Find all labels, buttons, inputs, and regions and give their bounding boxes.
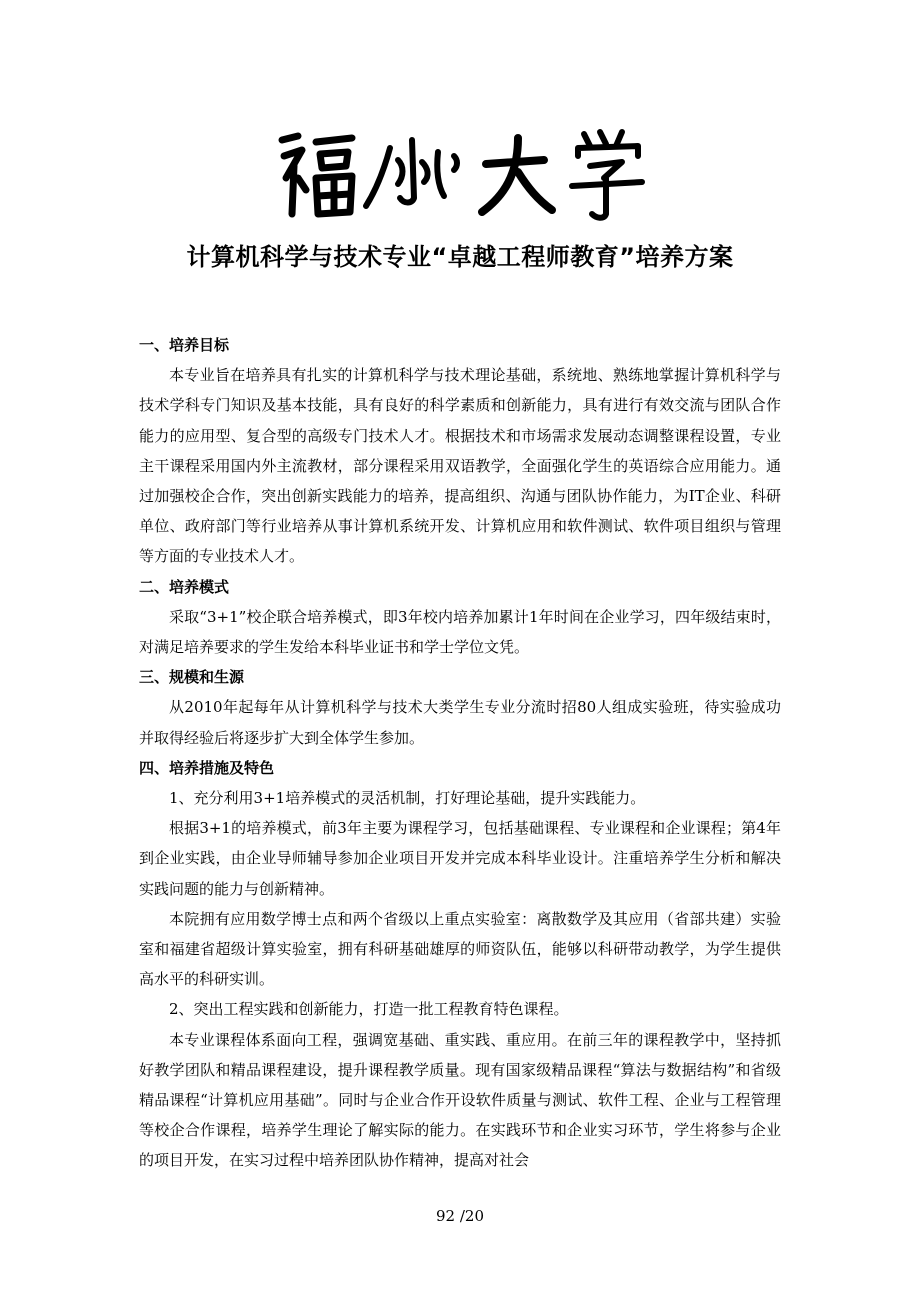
university-calligraphy-logo <box>272 126 650 222</box>
section-paragraph: 采取“3+1”校企联合培养模式，即3年校内培养加累计1年时间在企业学习，四年级结束时，对满足培养要求的学生发给本科毕业证书和学士学位文凭。 <box>139 607 781 657</box>
page-separator: / <box>459 1207 465 1225</box>
logo-glyph-zhou <box>366 140 457 206</box>
document-body <box>139 330 781 1176</box>
page-footer <box>0 1204 920 1228</box>
section-heading: 四、培养措施及特色 <box>139 758 275 777</box>
section-paragraph: 本院拥有应用数学博士点和两个省级以上重点实验室：离散数学及其应用（省部共建）实验室和福建省超级计算实验室，拥有科研基础雄厚的师资队伍，能够以科研带动教学，为学生提供高水平的科研实训。 <box>139 909 781 989</box>
section-heading: 三、规模和生源 <box>139 668 245 687</box>
section-paragraph: 本专业旨在培养具有扎实的计算机科学与技术理论基础，系统地、熟练地掌握计算机科学与技术学科专门知识及基本技能，具有良好的科学素质和创新能力，具有进行有效交流与团队合作能力的应用型、复合型的高级专门技术人才。根据技术和市场需求发展动态调整课程设置，专业主干课程采用国内外主流教材，部分课程采用双语教学，全面强化学生的英语综合应用能力。通过加强校企合作，突出创新实践能力的培养，提高组织、沟通与团队协作能力，为IT企业、科研单位、政府部门等行业培养从事计算机系统开发、计算机应用和软件测试、软件项目组织与管理等方面的专业技术人才。 <box>139 366 781 566</box>
section-paragraph: 本专业课程体系面向工程，强调宽基础、重实践、重应用。在前三年的课程教学中，坚持抓好教学团队和精品课程建设，提升课程教学质量。现有国家级精品课程“算法与数据结构”和省级精品课程“计算机应用基础”。同时与企业合作开设软件质量与测试、软件工程、企业与工程管理等校企合作课程，培养学生理论了解实际的能力。在实践环节和企业实习环节，学生将参与企业的项目开发，在实习过程中培养团队协作精神，提高对社会 <box>139 1030 781 1170</box>
total-pages: 20 <box>464 1207 485 1225</box>
section-paragraph: 根据3+1的培养模式，前3年主要为课程学习，包括基础课程、专业课程和企业课程；第4年到企业实践，由企业导师辅导参加企业项目开发并完成本科毕业设计。注重培养学生分析和解决实践问题的能力与创新精神。 <box>139 819 781 898</box>
section-heading: 一、培养目标 <box>139 336 230 354</box>
logo-glyph-da <box>482 138 552 212</box>
page-number: 92 <box>435 1207 456 1225</box>
logo-glyph-fu <box>282 136 352 214</box>
logo-glyph-xue <box>572 132 642 218</box>
section-paragraph: 2、突出工程实践和创新能力，打造一批工程教育特色课程。 <box>169 1000 569 1019</box>
page-title: 计算机科学与技术专业“卓越工程师教育”培养方案 <box>186 243 734 271</box>
section-paragraph: 从2010年起每年从计算机科学与技术大类学生专业分流时招80人组成实验班，待实验成功并取得经验后将逐步扩大到全体学生参加。 <box>139 698 781 747</box>
section-heading: 二、培养模式 <box>139 577 230 596</box>
section-paragraph: 1、充分利用3+1培养模式的灵活机制，打好理论基础，提升实践能力。 <box>169 789 646 808</box>
